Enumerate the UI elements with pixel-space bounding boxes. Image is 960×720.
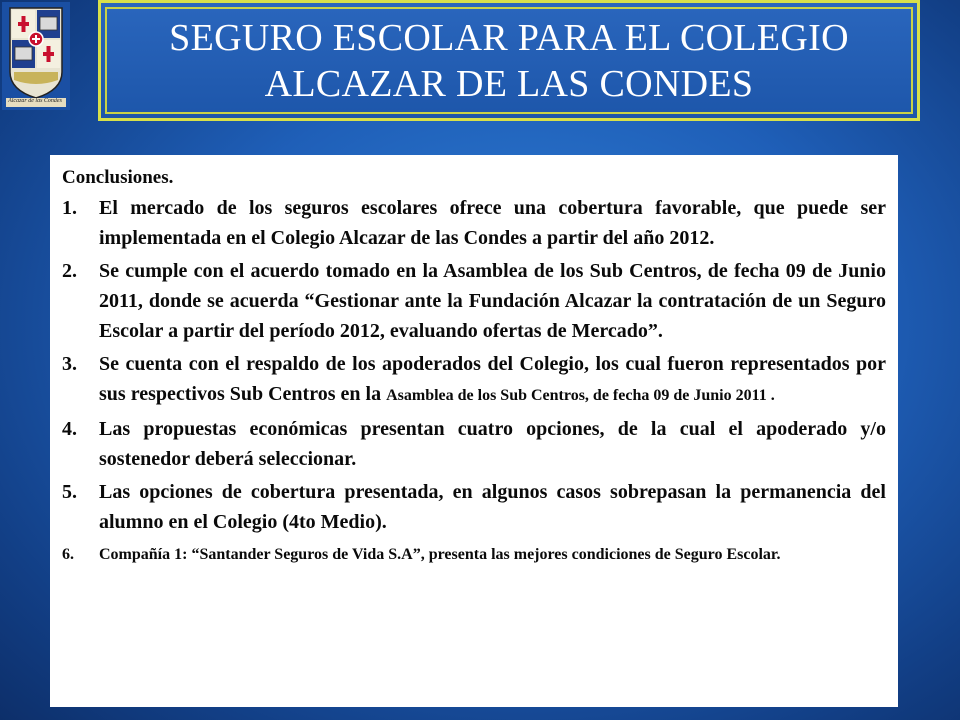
conclusions-list xyxy=(62,193,886,570)
conclusions-heading: Conclusiones. xyxy=(62,167,174,188)
list-item-text: El mercado de los seguros escolares ofrece una cobertura favorable, que puede ser implementada en el Colegio Alcazar de las Condes a partir del año 2012. xyxy=(99,197,886,249)
list-item-number: 2. xyxy=(62,260,77,282)
list-item-number: 1. xyxy=(62,197,77,219)
list-item-number: 4. xyxy=(62,418,77,440)
list-item-text: Las opciones de cobertura presentada, en algunos casos sobrepasan la permanencia del alumno en el Colegio (4to Medio). xyxy=(99,481,886,533)
list-item xyxy=(62,349,886,411)
crest-motto: Alcazar de las Condes xyxy=(8,98,62,104)
list-item-text: Las propuestas económicas presentan cuatro opciones, de la cual el apoderado y/o sostenedor deberá seleccionar. xyxy=(99,418,886,470)
list-item xyxy=(62,540,886,570)
conclusions-panel xyxy=(50,155,898,707)
list-item xyxy=(62,256,886,346)
list-item-number: 6. xyxy=(62,546,74,563)
list-item xyxy=(62,193,886,253)
list-item-text-tail: Asamblea de los Sub Centros, de fecha 09 de Junio 2011 . xyxy=(386,387,775,404)
school-crest-logo xyxy=(2,2,70,110)
list-item-number: 3. xyxy=(62,353,77,375)
page-title-line-2: ALCAZAR DE LAS CONDES xyxy=(264,62,754,105)
title-banner xyxy=(98,0,920,121)
page-title-line-1: SEGURO ESCOLAR PARA EL COLEGIO xyxy=(169,16,849,59)
list-item-text: Se cumple con el acuerdo tomado en la Asamblea de los Sub Centros, de fecha 09 de Junio 2011, donde se acuerda “Gestionar ante la Fundación Alcazar la contratación de un Seguro Escolar a partir del período 2012, evaluando ofertas de Mercado”. xyxy=(99,260,886,342)
list-item-text: Compañía 1: “Santander Seguros de Vida S.A”, presenta las mejores condiciones de Seguro Escolar. xyxy=(99,546,781,563)
list-item xyxy=(62,477,886,537)
list-item-number: 5. xyxy=(62,481,77,503)
list-item xyxy=(62,414,886,474)
list-item-text: Se cuenta con el respaldo de los apoderados del Colegio, los cual fueron representados por sus respectivos Sub Centros en la xyxy=(99,353,886,405)
